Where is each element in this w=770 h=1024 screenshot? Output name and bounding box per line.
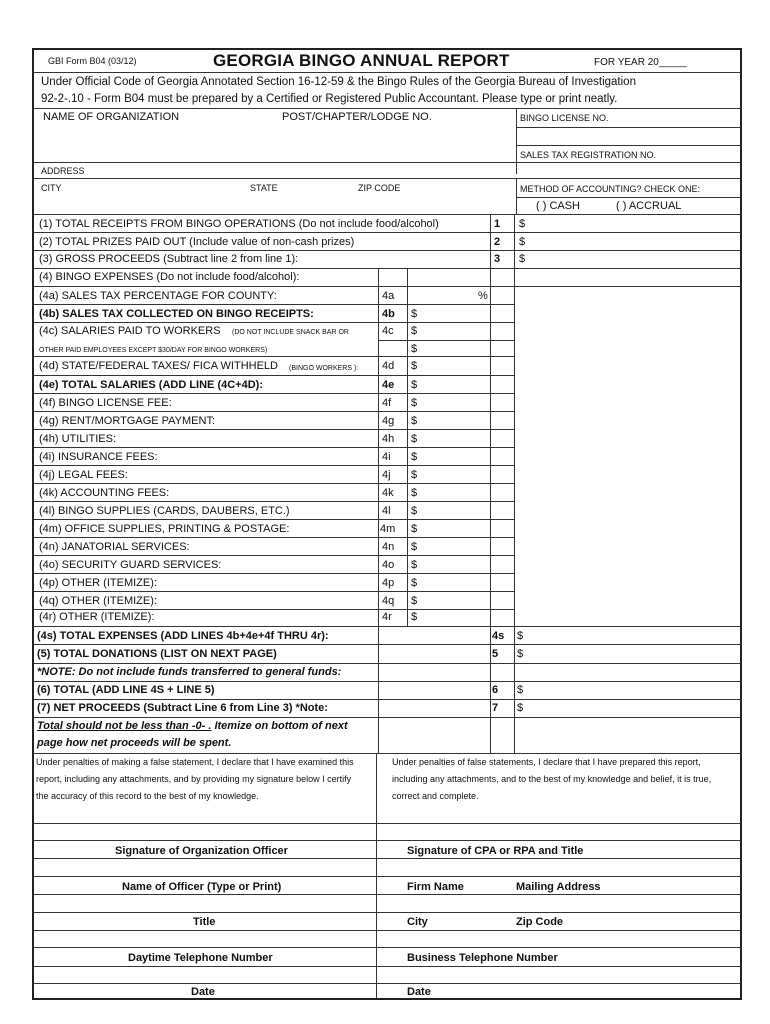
address-label: ADDRESS <box>41 166 85 176</box>
expense-4r-code: 4r <box>382 611 392 623</box>
line-3-number: 3 <box>494 253 501 265</box>
total-4s-amount[interactable]: $ <box>517 630 524 642</box>
page-title: GEORGIA BINGO ANNUAL REPORT <box>213 51 510 70</box>
expense-4c-code: 4c <box>382 325 394 337</box>
expense-4e-code: 4e <box>382 379 395 391</box>
expense-4d-code: 4d <box>382 360 395 372</box>
officer-date-label: Date <box>191 986 215 998</box>
accounting-method-label: METHOD OF ACCOUNTING? CHECK ONE: <box>520 184 701 194</box>
line-1-amount[interactable]: $ <box>519 218 526 230</box>
total-6-label: (6) TOTAL (ADD LINE 4S + LINE 5) <box>37 684 215 696</box>
total-7-note-underlined: Total should not be less than -0- . <box>37 720 212 732</box>
expense-4h-code: 4h <box>382 433 395 445</box>
expense-4b-code: 4b <box>382 308 395 320</box>
expense-4h-amount[interactable]: $ <box>411 433 418 445</box>
expense-4n-code: 4n <box>382 541 395 553</box>
expense-4c-note-cont: OTHER PAID EMPLOYEES EXCEPT $30/DAY FOR BINGO WORKERS) <box>39 347 268 354</box>
expense-4k-label: (4k) ACCOUNTING FEES: <box>39 487 170 499</box>
expense-4a-code: 4a <box>382 290 395 302</box>
expense-4m-amount[interactable]: $ <box>411 523 418 535</box>
expense-4q-code: 4q <box>382 595 395 607</box>
expense-4l-amount[interactable]: $ <box>411 505 418 517</box>
expense-4n-amount[interactable]: $ <box>411 541 418 553</box>
totals-note: *NOTE: Do not include funds transferred to general funds: <box>37 666 342 678</box>
firm-name-label: Firm Name <box>407 881 464 893</box>
total-7-note <box>37 720 348 732</box>
cpa-zip-label: Zip Code <box>516 916 564 928</box>
city-label: CITY <box>41 183 62 193</box>
expense-4k-amount[interactable]: $ <box>411 487 418 499</box>
total-6-amount[interactable]: $ <box>517 684 524 696</box>
total-7-number: 7 <box>492 702 499 714</box>
expense-4o-amount[interactable]: $ <box>411 559 418 571</box>
total-7-note-cont: Itemize on bottom of next <box>211 720 348 732</box>
expense-4f-amount[interactable]: $ <box>411 397 418 409</box>
line-2-label: (2) TOTAL PRIZES PAID OUT (Include value of non-cash prizes) <box>39 236 355 248</box>
expense-4r-label: (4r) OTHER (ITEMIZE): <box>39 611 155 623</box>
expense-4a-label: (4a) SALES TAX PERCENTAGE FOR COUNTY: <box>39 290 277 302</box>
expense-4d-note: (BINGO WORKERS ): <box>289 365 359 372</box>
daytime-phone-label: Daytime Telephone Number <box>128 952 273 964</box>
expense-4h-label: (4h) UTILITIES: <box>39 433 117 445</box>
total-5-label: (5) TOTAL DONATIONS (LIST ON NEXT PAGE) <box>37 648 277 660</box>
expense-4i-code: 4i <box>382 451 391 463</box>
expense-4g-amount[interactable]: $ <box>411 415 418 427</box>
expense-4i-label: (4i) INSURANCE FEES: <box>39 451 158 463</box>
expense-4p-code: 4p <box>382 577 395 589</box>
total-6-number: 6 <box>492 684 499 696</box>
intro-line-2: 92-2-.10 - Form B04 must be prepared by a Certified or Registered Public Accountant. Please type or print neatly. <box>41 93 618 105</box>
cpa-city-label: City <box>407 916 428 928</box>
expense-4f-label: (4f) BINGO LICENSE FEE: <box>39 397 172 409</box>
org-name-label: NAME OF ORGANIZATION <box>43 111 180 123</box>
expense-4c-amount[interactable]: $ <box>411 325 418 337</box>
total-4s-label: (4s) TOTAL EXPENSES (ADD LINES 4b+4e+4f THRU 4r): <box>37 630 329 642</box>
mailing-address-label: Mailing Address <box>516 881 601 893</box>
expense-4m-label: (4m) OFFICE SUPPLIES, PRINTING & POSTAGE: <box>39 523 290 535</box>
expense-4c-other-amount[interactable]: $ <box>411 343 418 355</box>
expense-4f-code: 4f <box>382 397 392 409</box>
cpa-date-label: Date <box>407 986 431 998</box>
state-label: STATE <box>250 183 278 193</box>
total-4s-number: 4s <box>492 630 505 642</box>
line-2-number: 2 <box>494 236 501 248</box>
post-chapter-label: POST/CHAPTER/LODGE NO. <box>282 111 432 123</box>
total-5-amount[interactable]: $ <box>517 648 524 660</box>
expense-4b-amount[interactable]: $ <box>411 308 418 320</box>
officer-signature-label: Signature of Organization Officer <box>115 845 288 857</box>
expense-4e-label: (4e) TOTAL SALARIES (ADD LINE (4C+4D): <box>39 379 263 391</box>
line-1-number: 1 <box>494 218 501 230</box>
officer-declaration: Under penalties of making a false statement, I declare that I have examined this report, including any attachments, and by providing my signature below I certify the accuracy of this record to the best of my knowledge. <box>36 757 354 801</box>
cpa-declaration: Under penalties of false statements, I declare that I have prepared this report, including any attachments, and to the best of my knowledge and belief, it is true, correct and complete. <box>392 757 712 801</box>
expense-4q-label: (4q) OTHER (ITEMIZE): <box>39 595 157 607</box>
business-phone-label: Business Telephone Number <box>407 952 558 964</box>
expense-4r-amount[interactable]: $ <box>411 611 418 623</box>
line-3-label: (3) GROSS PROCEEDS (Subtract line 2 from line 1): <box>39 253 299 265</box>
line-3-amount[interactable]: $ <box>519 253 526 265</box>
total-7-amount[interactable]: $ <box>517 702 524 714</box>
expense-4j-label: (4j) LEGAL FEES: <box>39 469 128 481</box>
for-year-label: FOR YEAR 20_____ <box>594 57 687 68</box>
line-2-amount[interactable]: $ <box>519 236 526 248</box>
cpa-signature-label: Signature of CPA or RPA and Title <box>407 845 584 857</box>
zip-code-label: ZIP CODE <box>358 183 401 193</box>
expense-4k-code: 4k <box>382 487 394 499</box>
expense-4i-amount[interactable]: $ <box>411 451 418 463</box>
intro-line-1: Under Official Code of Georgia Annotated Section 16-12-59 & the Bingo Rules of the Georgia Bureau of Investigation <box>41 76 636 88</box>
expense-4l-code: 4l <box>382 505 391 517</box>
expense-4b-label: (4b) SALES TAX COLLECTED ON BINGO RECEIPTS: <box>39 308 314 320</box>
form-id: GBI Form B04 (03/12) <box>48 56 137 66</box>
expense-4p-label: (4p) OTHER (ITEMIZE): <box>39 577 157 589</box>
accrual-checkbox[interactable]: ( ) ACCRUAL <box>616 200 682 212</box>
expense-4n-label: (4n) JANATORIAL SERVICES: <box>39 541 190 553</box>
expense-4p-amount[interactable]: $ <box>411 577 418 589</box>
expense-4d-label: (4d) STATE/FEDERAL TAXES/ FICA WITHHELD <box>39 360 278 372</box>
expense-4e-amount[interactable]: $ <box>411 379 418 391</box>
bingo-license-label: BINGO LICENSE NO. <box>520 113 609 123</box>
line-4-label: (4) BINGO EXPENSES (Do not include food/alcohol): <box>39 271 300 283</box>
expense-4d-amount[interactable]: $ <box>411 360 418 372</box>
total-7-note-line2: page how net proceeds will be spent. <box>37 737 232 749</box>
expense-4j-amount[interactable]: $ <box>411 469 418 481</box>
expense-4o-code: 4o <box>382 559 395 571</box>
officer-title-label: Title <box>193 916 216 928</box>
total-5-number: 5 <box>492 648 499 660</box>
expense-4o-label: (4o) SECURITY GUARD SERVICES: <box>39 559 222 571</box>
total-7-label: (7) NET PROCEEDS (Subtract Line 6 from Line 3) *Note: <box>37 702 328 714</box>
expense-4l-label: (4l) BINGO SUPPLIES (CARDS, DAUBERS, ETC.) <box>39 505 290 517</box>
officer-name-label: Name of Officer (Type or Print) <box>122 881 282 893</box>
expense-4m-code: 4m <box>380 523 396 535</box>
expense-4c-label: (4c) SALARIES PAID TO WORKERS <box>39 325 221 337</box>
expense-4g-code: 4g <box>382 415 395 427</box>
expense-4g-label: (4g) RENT/MORTGAGE PAYMENT: <box>39 415 216 427</box>
expense-4q-amount[interactable]: $ <box>411 595 418 607</box>
expense-4a-percent[interactable]: % <box>478 290 488 302</box>
expense-4j-code: 4j <box>382 469 391 481</box>
sales-tax-reg-label: SALES TAX REGISTRATION NO. <box>520 150 657 160</box>
expense-4c-note: (DO NOT INCLUDE SNACK BAR OR <box>232 329 349 336</box>
cash-checkbox[interactable]: ( ) CASH <box>536 200 580 212</box>
line-1-label: (1) TOTAL RECEIPTS FROM BINGO OPERATIONS (Do not include food/alcohol) <box>39 218 439 230</box>
